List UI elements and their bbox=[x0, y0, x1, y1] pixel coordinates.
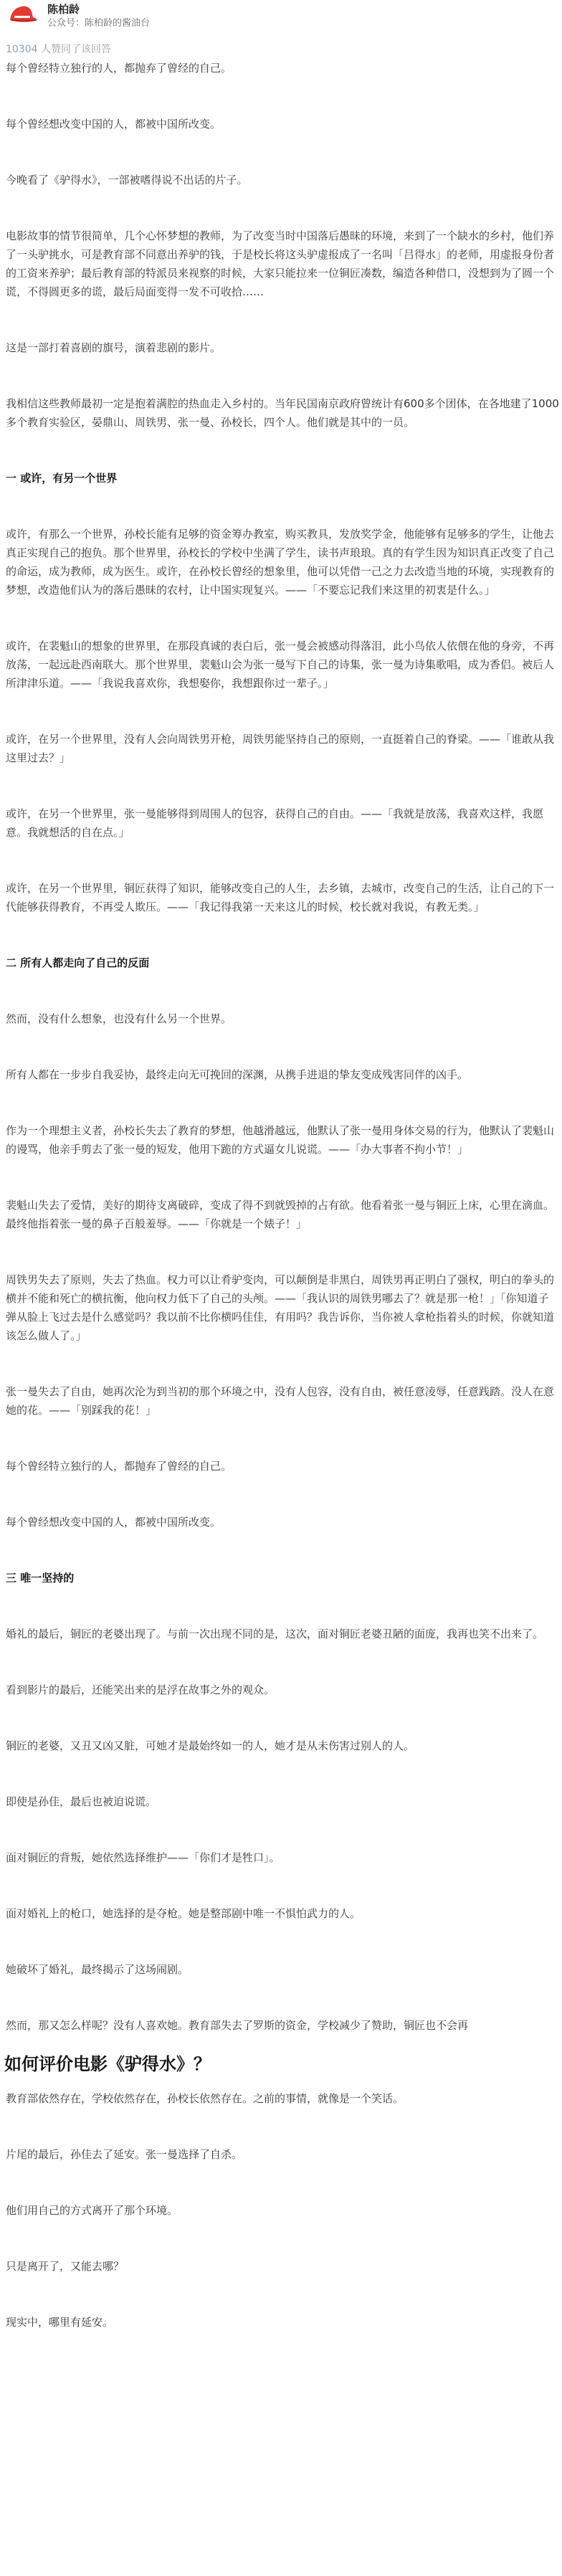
paragraph: 她破坏了婚礼，最终揭示了这场闹剧。 bbox=[6, 1963, 189, 1976]
section-title: 一 或许，有另一个世界 bbox=[6, 472, 118, 485]
paragraph: 铜匠的老婆，又丑又凶又脏，可她才是最始终如一的人，她才是从未伤害过别人的人。 bbox=[6, 1739, 415, 1752]
vote-meta bbox=[3, 27, 559, 59]
paragraph: 周铁男失去了原则，失去了热血。权力可以让肴驴变肉，可以颠倒是非黑白，周铁男再正明白了强权，明白的拳头的横并不能和死亡的横抗衡，他向权力低下了自己的头颅。——「我认识的周铁男哪去了？就是那一枪！」「你知道子弹从脸上飞过去是什么感觉吗？我以前不比你横吗佳佳，有用吗？我告诉你，当你被人拿枪指着头的时候，你就知道该怎么做人了。」 bbox=[6, 1273, 555, 1342]
paragraph: 或许，有那么一个世界，孙校长能有足够的资金筹办教室，购买教具，发放奖学金，他能够有足够多的学生，让他去真正实现自己的抱负。那个世界里，孙校长的学校中坐满了学生，读书声琅琅。真的有学生因为知识真正改变了自己的命运，成为教师，成为医生。或许，在孙校长曾经的想象里，他可以凭借一己之力去改造当地的环境，实现教育的梦想，改造他们认为的落后愚昧的农村，让中国实现复兴。——「不要忘记我们来这里的初衷是什么。」 bbox=[6, 528, 555, 597]
paragraph: 裴魁山失去了爱情，美好的期待支离破碎，变成了得不到就毁掉的占有欲。他看着张一曼与铜匠上床，心里在滴血。最终他指着张一曼的鼻子百般羞辱。——「你就是一个婊子！」 bbox=[6, 1199, 555, 1230]
paragraph: 今晚看了《驴得水》，一部被嗜得说不出话的片子。 bbox=[6, 174, 248, 186]
intro bbox=[3, 59, 559, 432]
paragraph: 面对婚礼上的枪口，她选择的是夺枪。她是整部剧中唯一不惧怕武力的人。 bbox=[6, 1907, 361, 1920]
paragraph: 看到影片的最后，还能笑出来的是浮在故事之外的观众。 bbox=[6, 1683, 275, 1696]
paragraph: 每个曾经想改变中国的人，都被中国所改变。 bbox=[6, 118, 222, 130]
paragraph: 然而，没有什么想象，也没有什么另一个世界。 bbox=[6, 1012, 232, 1025]
paragraph: 每个曾经特立独行的人，都抛弃了曾经的自己。 bbox=[6, 62, 232, 75]
section-title: 三 唯一坚持的 bbox=[6, 1572, 75, 1584]
section-1 bbox=[3, 469, 559, 916]
paragraph: 或许，在另一个世界里，铜匠获得了知识，能够改变自己的人生，去乡镇，去城市，改变自己的生活，让自己的下一代能够获得教育，不再受人欺压。——「我记得我第一天来这儿的时候，校长就对我说，有教无类。」 bbox=[6, 882, 555, 913]
paragraph: 每个曾经想改变中国的人，都被中国所改变。 bbox=[6, 1516, 222, 1529]
paragraph: 他们用自己的方式离开了那个环境。 bbox=[6, 2204, 178, 2217]
paragraph: 婚礼的最后，铜匠的老婆出现了。与前一次出现不同的是，这次，面对铜匠老婆丑陋的面庞，我再也笑不出来了。 bbox=[6, 1627, 544, 1640]
vote-text: 人赞同了该回答 bbox=[37, 44, 111, 55]
paragraph: 现实中，哪里有延安。 bbox=[6, 2316, 114, 2329]
paragraph: 每个曾经特立独行的人，都抛弃了曾经的自己。 bbox=[6, 1460, 232, 1473]
paragraph: 所有人都在一步步自我妥协，最终走向无可挽回的深渊，从携手进退的挚友变成残害同伴的凶手。 bbox=[6, 1068, 469, 1081]
section-2 bbox=[3, 954, 559, 1531]
paragraph: 作为一个理想主义者，孙校长失去了教育的梦想，他越滑越远，他默认了张一曼用身体交易的行为，他默认了裴魁山的谩骂，他亲手剪去了张一曼的短发，他用下跪的方式逼女儿说谎。——「办大事者不拘小节！」 bbox=[6, 1124, 555, 1156]
author-header bbox=[3, 0, 559, 27]
section-title: 二 所有人都走向了自己的反面 bbox=[6, 956, 150, 969]
vote-count[interactable]: 10304 bbox=[6, 44, 38, 55]
author-name[interactable]: 陈柏龄 bbox=[47, 3, 80, 16]
paragraph: 或许，在另一个世界里，没有人会向周铁男开枪，周铁男能坚持自己的原则，一直挺着自己的脊梁。——「谁敢从我这里过去？」 bbox=[6, 733, 555, 764]
paragraph: 或许，在另一个世界里，张一曼能够得到周围人的包容，获得自己的自由。——「我就是放荡，我喜欢这样，我愿意。我就想活的自在点。」 bbox=[6, 807, 544, 839]
paragraph: 张一曼失去了自由，她再次沦为到当初的那个环境之中，没有人包容，没有自由，被任意凌辱，任意践踏。没人在意她的花。——「别踩我的花！」 bbox=[6, 1385, 555, 1417]
question-title[interactable]: 如何评价电影《驴得水》？ bbox=[4, 2054, 211, 2074]
paragraph: 我相信这些教师最初一定是抱着满腔的热血走入乡村的。当年民国南京政府曾统计有600多个团体，在各地建了1000多个教育实验区，晏鼎山、周铁男、张一曼、孙校长，四个人。他们就是其中的一员。 bbox=[6, 397, 559, 429]
paragraph: 教育部依然存在，学校依然存在，孙校长依然存在。之前的事情，就像是一个笑话。 bbox=[6, 2092, 404, 2105]
paragraph: 即使是孙佳，最后也被迫说谎。 bbox=[6, 1795, 157, 1808]
paragraph: 面对铜匠的背叛，她依然选择维护——「你们才是牲口」。 bbox=[6, 1851, 280, 1864]
author-account: 公众号：陈柏龄的酱油台 bbox=[47, 18, 151, 29]
red-hat-avatar-icon[interactable] bbox=[7, 3, 39, 24]
paragraph: 或许，在裴魁山的想象的世界里，在那段真诚的表白后，张一曼会被感动得落泪，此小鸟依人依偎在他的身旁，不再放荡，一起远赴西南联大。那个世界里，裴魁山会为张一曼写下自己的诗集，张一曼为诗集歌唱，成为香侣。被后人所津津乐道。——「我说我喜欢你，我想娶你，我想跟你过一辈子。」 bbox=[6, 640, 555, 690]
section-3 bbox=[3, 1569, 559, 2035]
paragraph: 只是离开了，又能去哪？ bbox=[6, 2260, 125, 2273]
paragraph: 然而，那又怎么样呢？没有人喜欢她。教育部失去了罗斯的资金，学校减少了赞助，铜匠也不会再 bbox=[6, 2019, 469, 2032]
paragraph: 片尾的最后，孙佳去了延安。张一曼选择了自杀。 bbox=[6, 2148, 243, 2161]
paragraph: 这是一部打着喜剧的旗号，演着悲剧的影片。 bbox=[6, 341, 222, 354]
paragraph: 电影故事的情节很简单，几个心怀梦想的教师，为了改变当时中国落后愚昧的环境，来到了一个缺水的乡村，他们养了一头驴挑水，可是教育部不同意出养驴的钱，于是校长将这头驴虚报成了一名叫「吕得水」的老师，用虚报身份者的工资来养驴；最后教育部的特派员来视察的时候，大家只能拉来一位铜匠凑数，编造各种借口，没想到为了圆一个谎，不得圆更多的谎，最后局面变得一发不可收拾…… bbox=[6, 229, 555, 298]
second-question bbox=[3, 2053, 559, 2332]
